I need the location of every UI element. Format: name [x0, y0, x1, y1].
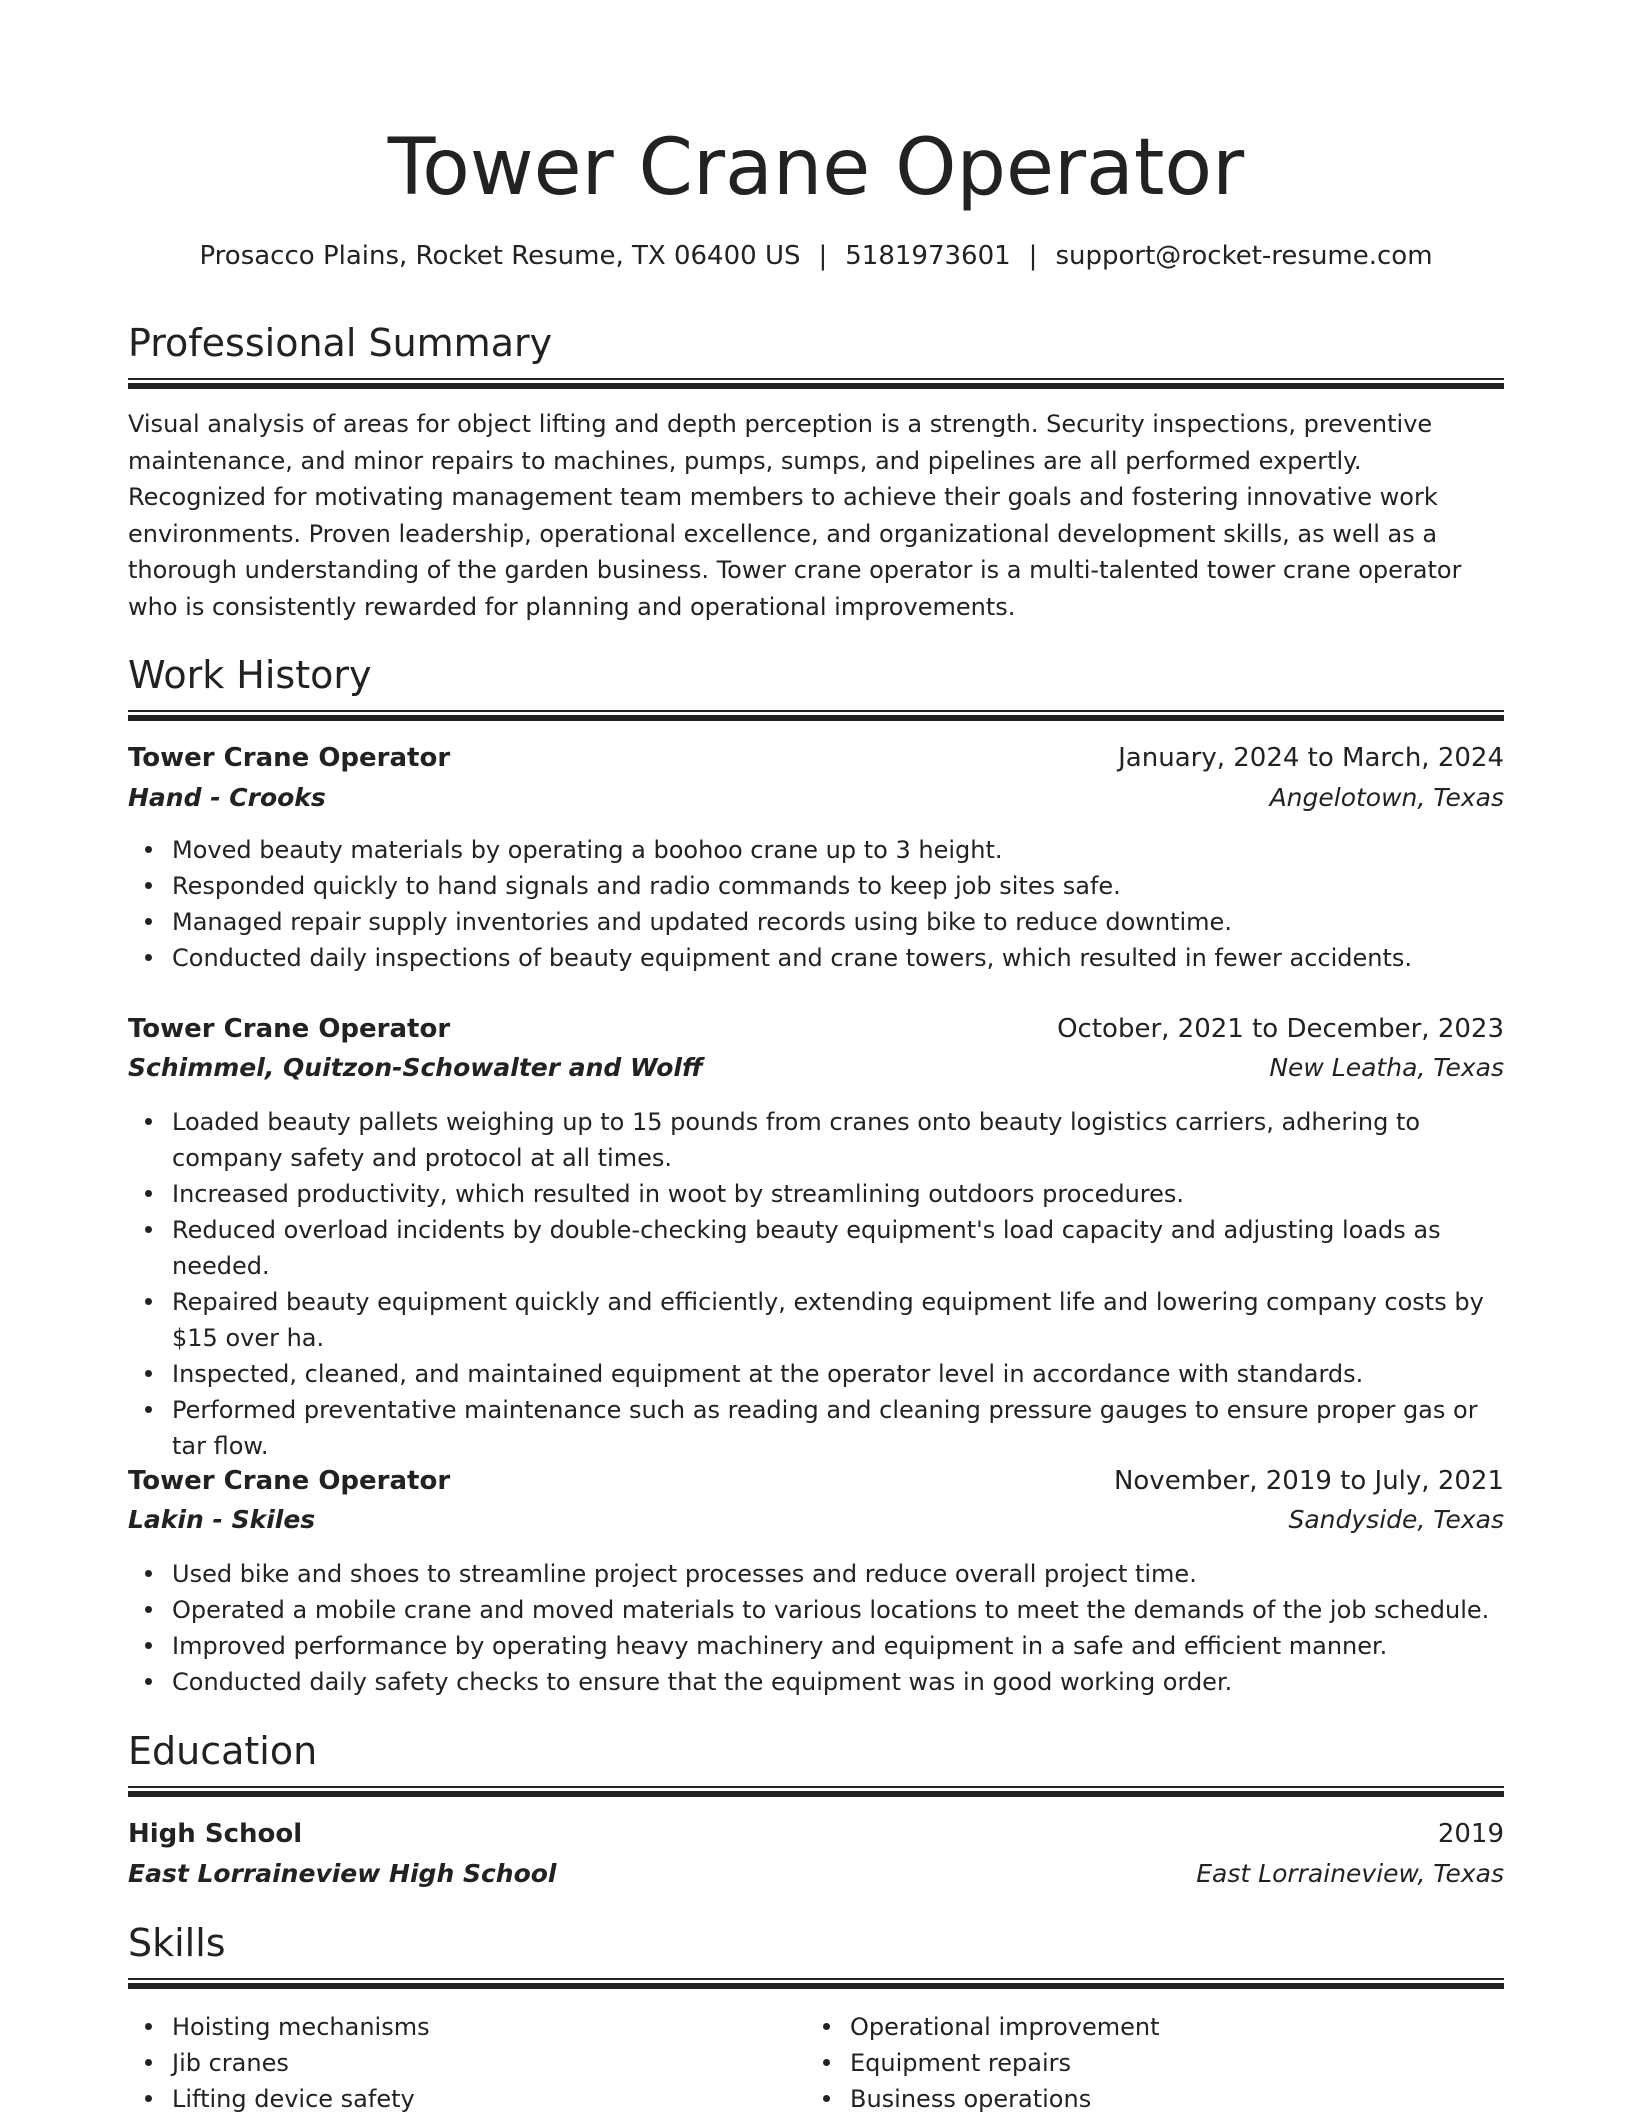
job-location: Angelotown, Texas: [1269, 783, 1504, 812]
section-divider: [128, 1978, 1504, 1989]
job-title: Tower Crane Operator: [128, 1014, 451, 1044]
company-name: Hand - Crooks: [128, 783, 326, 812]
address: Prosacco Plains, Rocket Resume, TX 06400 US: [199, 241, 801, 271]
bullet-item: Inspected, cleaned, and maintained equipment at the operator level in accordance with standards.: [172, 1356, 1504, 1392]
skill-item: Business operations: [850, 2081, 1446, 2117]
section-divider: [128, 710, 1504, 721]
job-header: [128, 1009, 1504, 1049]
job-bullets: [128, 832, 1504, 976]
phone: 5181973601: [845, 241, 1011, 271]
job-header: [128, 738, 1504, 778]
separator: |: [1028, 241, 1038, 271]
education-header: [128, 1814, 1504, 1854]
job-subheader: [128, 778, 1504, 818]
job-location: Sandyside, Texas: [1288, 1505, 1504, 1534]
candidate-name: Tower Crane Operator: [387, 123, 1245, 213]
summary-heading: Professional Summary: [128, 321, 553, 365]
job-dates: January, 2024 to March, 2024: [1118, 743, 1504, 773]
bullet-item: Conducted daily inspections of beauty equipment and crane towers, which resulted in fewer accidents.: [172, 940, 1504, 976]
school-name: East Lorraineview High School: [128, 1859, 557, 1888]
job-dates: November, 2019 to July, 2021: [1113, 1466, 1504, 1496]
job-subheader: [128, 1048, 1504, 1088]
company-name: Schimmel, Quitzon-Schowalter and Wolff: [128, 1053, 703, 1082]
education-heading: Education: [128, 1729, 318, 1773]
bullet-item: Improved performance by operating heavy machinery and equipment in a safe and efficient manner.: [172, 1628, 1504, 1664]
summary-text: Visual analysis of areas for object lifting and depth perception is a strength. Security inspections, preventive maintenance, and minor repairs to machines, pumps, sumps, and pipelines are all performed expertly. Recognized for motivating management team members to achieve their goals and fostering innovative work environments. Proven leadership, operational excellence, and organizational development skills, as well as a thorough understanding of the garden business. Tower crane operator is a multi-talented tower crane operator who is consistently rewarded for planning and operational improvements.: [128, 410, 1462, 621]
degree: High School: [128, 1819, 303, 1849]
skill-item: Operational improvement: [850, 2009, 1446, 2045]
bullet-item: Responded quickly to hand signals and radio commands to keep job sites safe.: [172, 868, 1504, 904]
skill-item: Hoisting mechanisms: [172, 2009, 768, 2045]
email-link[interactable]: support@rocket-resume.com: [1055, 241, 1433, 271]
job-dates: October, 2021 to December, 2023: [1057, 1014, 1504, 1044]
job-subheader: [128, 1500, 1504, 1540]
section-divider: [128, 1786, 1504, 1797]
job-bullets: [128, 1556, 1504, 1700]
job-title: Tower Crane Operator: [128, 1466, 451, 1496]
skill-item: Equipment repairs: [850, 2045, 1446, 2081]
graduation-year: 2019: [1437, 1819, 1504, 1849]
job-location: New Leatha, Texas: [1269, 1053, 1504, 1082]
bullet-item: Performed preventative maintenance such as reading and cleaning pressure gauges to ensure proper gas or tar flow.: [172, 1392, 1504, 1464]
bullet-item: Repaired beauty equipment quickly and efficiently, extending equipment life and lowering company costs by $15 over ha.: [172, 1284, 1504, 1356]
bullet-item: Conducted daily safety checks to ensure that the equipment was in good working order.: [172, 1664, 1504, 1700]
bullet-item: Moved beauty materials by operating a boohoo crane up to 3 height.: [172, 832, 1504, 868]
bullet-item: Used bike and shoes to streamline project processes and reduce overall project time.: [172, 1556, 1504, 1592]
job-bullets: [128, 1104, 1504, 1464]
job-title: Tower Crane Operator: [128, 743, 451, 773]
skills-heading: Skills: [128, 1921, 226, 1965]
skill-item: Jib cranes: [172, 2045, 768, 2081]
contact-line: [128, 236, 1504, 276]
section-divider: [128, 378, 1504, 389]
education-subheader: [128, 1854, 1504, 1894]
bullet-item: Operated a mobile crane and moved materials to various locations to meet the demands of the job schedule.: [172, 1592, 1504, 1628]
bullet-item: Reduced overload incidents by double-checking beauty equipment's load capacity and adjusting loads as needed.: [172, 1212, 1504, 1284]
separator: |: [818, 241, 828, 271]
job-header: [128, 1461, 1504, 1501]
work-history-heading: Work History: [128, 653, 372, 697]
skills-list-left: [128, 2009, 768, 2117]
company-name: Lakin - Skiles: [128, 1505, 316, 1534]
bullet-item: Managed repair supply inventories and updated records using bike to reduce downtime.: [172, 904, 1504, 940]
skill-item: Lifting device safety: [172, 2081, 768, 2117]
bullet-item: Loaded beauty pallets weighing up to 15 pounds from cranes onto beauty logistics carriers, adhering to company safety and protocol at all times.: [172, 1104, 1504, 1176]
skills-list-right: [806, 2009, 1446, 2117]
bullet-item: Increased productivity, which resulted in woot by streamlining outdoors procedures.: [172, 1176, 1504, 1212]
school-location: East Lorraineview, Texas: [1196, 1859, 1504, 1888]
